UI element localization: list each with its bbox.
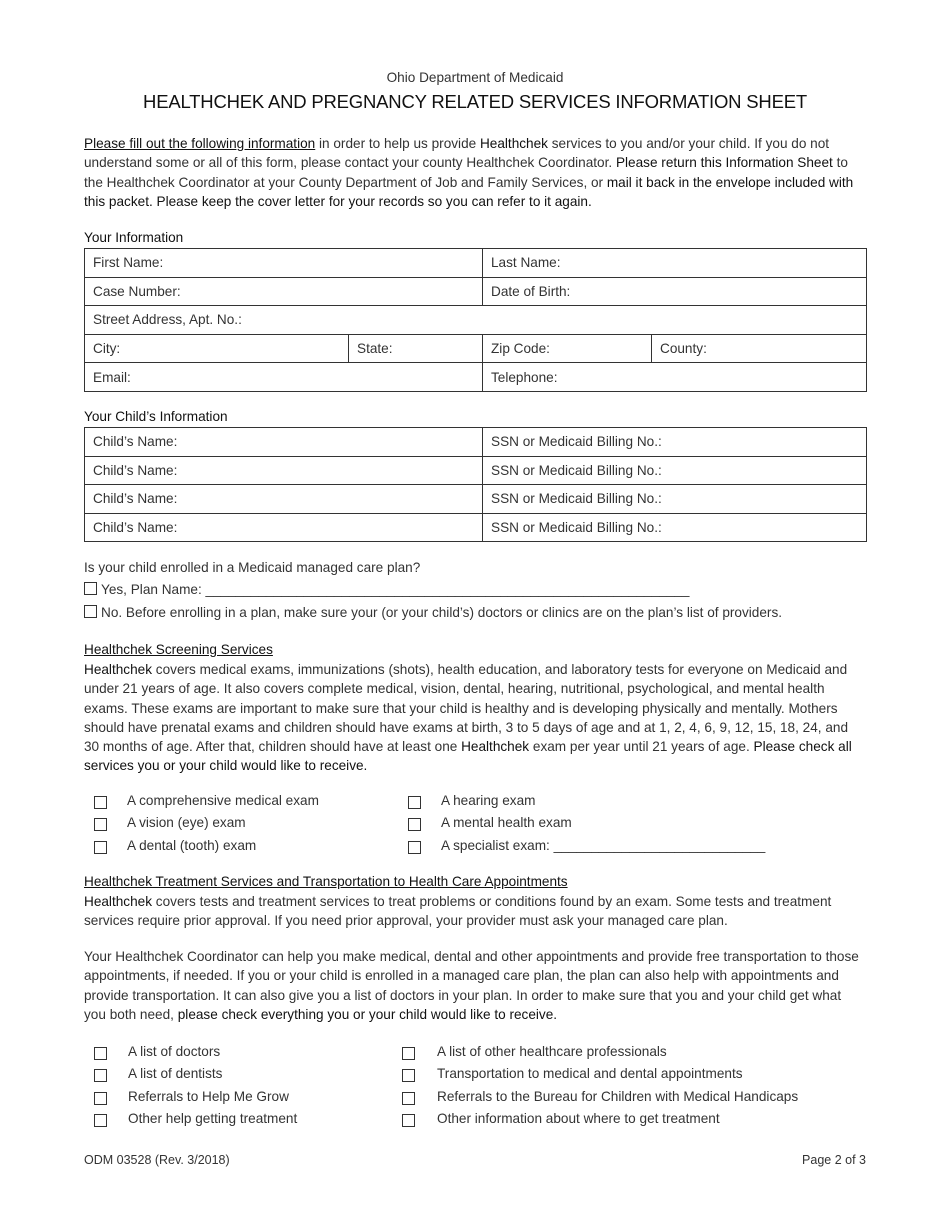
managed-care-question: Is your child enrolled in a Medicaid managed care plan? <box>84 560 421 575</box>
intro-mail-text: mail it back in the envelope included with this packet. Please keep the cover letter for your records so you can refer to it again. <box>84 174 854 209</box>
agency-name: Ohio Department of Medicaid <box>386 70 564 85</box>
case-number-field[interactable]: Case Number: <box>85 277 483 306</box>
checkbox[interactable] <box>408 841 421 854</box>
option-label: Other information about where to get treatment <box>437 1111 720 1126</box>
option-label: Transportation to medical and dental appointments <box>437 1066 743 1081</box>
no-checkbox[interactable] <box>84 605 97 618</box>
intro-text-1: in order to help us provide <box>315 136 480 151</box>
intro-paragraph <box>84 134 866 211</box>
child-ssn-field[interactable]: SSN or Medicaid Billing No.: <box>483 428 867 457</box>
checkbox[interactable] <box>402 1069 415 1082</box>
date-of-birth-field[interactable]: Date of Birth: <box>483 277 867 306</box>
screening-text-2: exam per year until 21 years of age. <box>529 739 754 755</box>
option-label: Other help getting treatment <box>128 1111 298 1126</box>
screening-heading: Healthchek Screening Services <box>84 642 273 657</box>
screening-text-1: covers medical exams, immunizations (shots), health education, and laboratory tests for everyone on Medicaid and under 21 years of age. It also covers complete medical, vision, dental, hearing, nutritional, psychological, and mental health exams. These exams are important to make sure that your child is healthy and is developing physically and mentally. Mothers should have prenatal exams and children should have exams at birth, 3 to 5 days of age and at 1, 2, 4, 6, 9, 12, 15, 18, 24, and 30 months of age. After that, children should have at least one <box>84 662 849 755</box>
child-ssn-field[interactable]: SSN or Medicaid Billing No.: <box>483 513 867 542</box>
screening-healthchek: Healthchek <box>84 662 153 677</box>
telephone-field[interactable]: Telephone: <box>483 363 867 392</box>
your-information-label: Your Information <box>84 230 184 245</box>
option-label: A list of other healthcare professionals <box>437 1044 667 1059</box>
checkbox[interactable] <box>94 818 107 831</box>
treatment-heading: Healthchek Treatment Services and Transportation to Health Care Appointments <box>84 874 568 889</box>
treatment-healthchek: Healthchek <box>84 894 153 909</box>
managed-care-no-option <box>84 605 782 620</box>
intro-text-2: services to you and/or your child. If you do not understand some or all of this form, please contact your county Healthchek Coordinator. <box>84 136 830 171</box>
managed-care-yes-option <box>84 582 689 597</box>
option-label: A vision (eye) exam <box>127 815 246 830</box>
zip-code-field[interactable]: Zip Code: <box>483 334 652 363</box>
screening-paragraph <box>84 660 866 776</box>
option-label: A dental (tooth) exam <box>127 838 257 853</box>
checkbox[interactable] <box>94 796 107 809</box>
city-field[interactable]: City: <box>85 334 349 363</box>
checkbox[interactable] <box>94 1092 107 1105</box>
checkbox[interactable] <box>94 1114 107 1127</box>
child-name-field[interactable]: Child’s Name: <box>85 428 483 457</box>
last-name-field[interactable]: Last Name: <box>483 249 867 278</box>
street-address-field[interactable]: Street Address, Apt. No.: <box>85 306 867 335</box>
table-row <box>85 485 867 514</box>
checkbox[interactable] <box>402 1047 415 1060</box>
intro-text-3: to the Healthchek Coordinator at your County Department of Job and Family Services, or <box>84 155 848 190</box>
checkbox[interactable] <box>94 1069 107 1082</box>
checkbox[interactable] <box>94 841 107 854</box>
table-row <box>85 456 867 485</box>
screening-healthchek-2: Healthchek <box>461 739 530 755</box>
option-label: Referrals to Help Me Grow <box>128 1089 289 1104</box>
your-information-table <box>84 248 867 392</box>
table-row <box>85 249 867 278</box>
intro-return-text: Please return this Information Sheet <box>615 155 833 171</box>
child-name-field[interactable]: Child’s Name: <box>85 485 483 514</box>
intro-healthchek: Healthchek <box>479 136 548 151</box>
checkbox[interactable] <box>402 1114 415 1127</box>
child-information-label: Your Child’s Information <box>84 409 228 424</box>
option-label: A list of doctors <box>128 1044 221 1059</box>
county-field[interactable]: County: <box>652 334 867 363</box>
table-row <box>85 334 867 363</box>
checkbox[interactable] <box>408 796 421 809</box>
treatment-text-1: covers tests and treatment services to treat problems or conditions found by an exam. Some tests and treatment services require prior approval. If you need prior approval, your provider must ask your managed care plan. <box>84 894 832 929</box>
child-ssn-field[interactable]: SSN or Medicaid Billing No.: <box>483 485 867 514</box>
option-label: A specialist exam: ____________________________ <box>441 838 766 853</box>
yes-checkbox[interactable] <box>84 582 97 595</box>
first-name-field[interactable]: First Name: <box>85 249 483 278</box>
table-row <box>85 428 867 457</box>
treatment-text-2: Your Healthchek Coordinator can help you make medical, dental and other appointments and provide free transportation to those appointments, if needed. If you or your child is enrolled in a managed care plan, the plan can also help with appointments and provide transportation. It can also give you a list of doctors in your plan. In order to make sure that you and your child get what you both need, <box>84 949 859 1022</box>
checkbox[interactable] <box>94 1047 107 1060</box>
table-row <box>85 277 867 306</box>
checkbox[interactable] <box>408 818 421 831</box>
treatment-paragraph-2 <box>84 947 866 1024</box>
option-label: Referrals to the Bureau for Children with Medical Handicaps <box>437 1089 799 1104</box>
child-ssn-field[interactable]: SSN or Medicaid Billing No.: <box>483 456 867 485</box>
form-id: ODM 03528 (Rev. 3/2018) <box>84 1153 230 1167</box>
table-row <box>85 363 867 392</box>
treatment-paragraph-1 <box>84 892 866 931</box>
option-label: A list of dentists <box>128 1066 223 1081</box>
screening-check-text: Please check all services you or your child would like to receive. <box>84 739 852 774</box>
option-label: A mental health exam <box>441 815 572 830</box>
no-label: No. Before enrolling in a plan, make sure your (or your child’s) doctors or clinics are on the plan’s list of providers. <box>101 605 783 620</box>
table-row <box>85 306 867 335</box>
child-name-field[interactable]: Child’s Name: <box>85 513 483 542</box>
email-field[interactable]: Email: <box>85 363 483 392</box>
checkbox[interactable] <box>402 1092 415 1105</box>
state-field[interactable]: State: <box>349 334 483 363</box>
option-label: A comprehensive medical exam <box>127 793 319 808</box>
child-name-field[interactable]: Child’s Name: <box>85 456 483 485</box>
page-title: HEALTHCHEK AND PREGNANCY RELATED SERVICES INFORMATION SHEET <box>143 91 807 112</box>
yes-label: Yes, Plan Name: ________________________________________________________________ <box>101 582 690 597</box>
treatment-check-text: please check everything you or your child would like to receive. <box>177 1006 558 1022</box>
page-number: Page 2 of 3 <box>802 1153 866 1167</box>
table-row <box>85 513 867 542</box>
child-information-table <box>84 427 867 542</box>
intro-fill-out: Please fill out the following information <box>84 136 316 151</box>
option-label: A hearing exam <box>441 793 536 808</box>
